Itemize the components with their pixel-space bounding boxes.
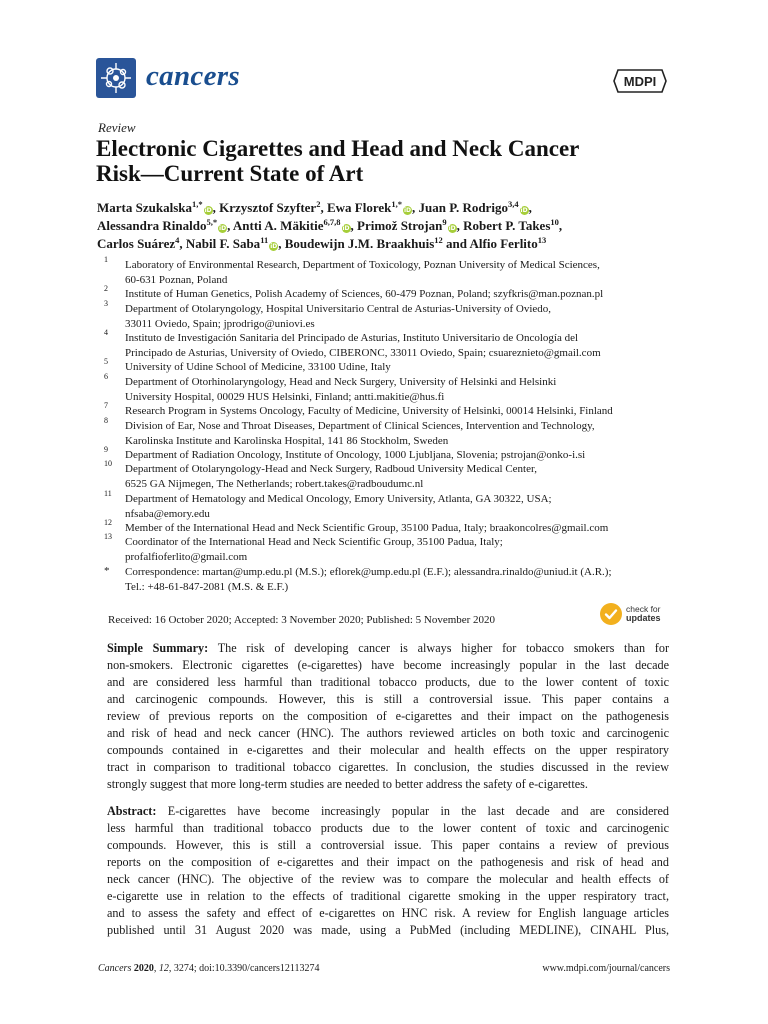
- paragraph-line: [107, 922, 669, 939]
- paragraph-text: less harmful than traditional tobacco products due to the lower content of toxic and carcinogenic: [107, 821, 669, 835]
- simple-summary-label: Simple Summary:: [107, 641, 209, 655]
- author-affiliation-marker: 2: [316, 199, 321, 209]
- publisher-name: MDPI: [623, 74, 657, 89]
- author-name[interactable]: Boudewijn J.M. Braakhuis: [284, 236, 435, 251]
- paragraph-text: and to assess the safety and effect of e-cigarettes on HNC risk. A review for English language articles: [107, 906, 669, 920]
- paragraph-line: [107, 820, 669, 837]
- affiliation-number: 2: [104, 284, 108, 294]
- orcid-icon[interactable]: iD: [448, 225, 456, 232]
- author-affiliation-marker: 12: [434, 235, 443, 245]
- affiliation-number: 3: [104, 298, 108, 308]
- paragraph-text: The risk of developing cancer is always higher for tobacco smokers than for: [217, 641, 670, 655]
- paragraph-line: [107, 725, 669, 742]
- author-separator: ,: [278, 236, 285, 251]
- paragraph-text: strongly suggest that more long-term studies are needed to better address the safety of e-cigarettes.: [107, 777, 588, 791]
- paragraph-text: review of previous reports on the composition of e-cigarettes and their impact on the pathogenesis: [107, 709, 669, 723]
- paragraph-line: [107, 854, 669, 871]
- affiliation-text: University of Udine School of Medicine, 33100 Udine, Italy: [125, 361, 391, 374]
- author-affiliation-marker: 1,*: [191, 199, 203, 209]
- title-line: Risk—Current State of Art: [96, 161, 364, 186]
- affiliation-text: Research Program in Systems Oncology, Faculty of Medicine, University of Helsinki, 00014 Helsinki, Finland: [125, 405, 613, 417]
- author-separator: ,: [558, 218, 563, 233]
- paragraph-line: [107, 708, 669, 725]
- author-name[interactable]: Carlos Suárez: [97, 236, 176, 251]
- affiliation-text: University Hospital, 00029 HUS Helsinki, Finland; antti.makitie@hus.fi: [125, 390, 445, 403]
- author-name[interactable]: Nabil F. Saba: [185, 236, 261, 251]
- affiliation-number: 12: [104, 517, 112, 527]
- paragraph-text: e-cigarette use in relation to the effects of traditional cigarette smoking in the upper respiratory tract,: [107, 889, 669, 903]
- paragraph-text: E-cigarettes have become increasingly popular in the last decade and are considered: [167, 804, 669, 818]
- affiliation-text: Department of Otolaryngology-Head and Neck Surgery, Radboud University Medical Center,: [125, 463, 537, 476]
- journal-name: cancers: [146, 60, 240, 92]
- author-affiliation-marker: 13: [537, 235, 547, 245]
- paragraph-text: and carcinogenic compounds. However, this is still a controversial issue. This paper contains a: [107, 692, 669, 706]
- author-name[interactable]: Ewa Florek: [326, 200, 392, 215]
- affiliation-number: 8: [104, 415, 108, 425]
- check-for-updates-badge[interactable]: [600, 603, 680, 627]
- paragraph-line: [107, 871, 669, 888]
- abstract: [107, 803, 669, 939]
- affiliation-text: 60-631 Poznan, Poland: [125, 274, 228, 286]
- author-affiliation-marker: 3,4: [507, 199, 519, 209]
- paragraph-line: [107, 674, 669, 691]
- author-affiliation-marker: 11: [260, 235, 269, 245]
- author-name[interactable]: Primož Strojan: [357, 218, 443, 233]
- author-separator: ,: [227, 218, 233, 233]
- author-name[interactable]: Krzysztof Szyfter: [219, 200, 317, 215]
- paragraph-text: reports on the composition of e-cigarettes and their impact on the pathogenesis and risk of head and: [107, 855, 669, 869]
- author-affiliation-marker: 10: [550, 217, 559, 227]
- affiliation-number: *: [104, 564, 110, 577]
- article-title: [96, 136, 676, 186]
- publisher-logo: [612, 66, 668, 96]
- paragraph-text: non-smokers. Electronic cigarettes (e-cigarettes) have become increasingly popular in the last decade: [107, 658, 669, 672]
- author-separator: ,: [411, 200, 419, 215]
- title-line: Electronic Cigarettes and Head and Neck Cancer: [96, 136, 580, 161]
- publication-dates: Received: 16 October 2020; Accepted: 3 November 2020; Published: 5 November 2020: [108, 614, 496, 626]
- author-name[interactable]: Antti A. Mäkitie: [232, 218, 324, 233]
- paragraph-text: neck cancer (HNC). The objective of the review was to compare the molecular and health effects of: [107, 872, 669, 886]
- affiliation-number: 7: [104, 401, 108, 410]
- paragraph-line: [107, 776, 669, 793]
- affiliation-text: Karolinska Institute and Karolinska Hospital, 141 86 Stockholm, Sweden: [125, 434, 449, 447]
- paragraph-line: [107, 803, 669, 820]
- paragraph-text: and risk of head and neck cancer (HNC). The authors reviewed articles on both toxic and carcinogenic: [107, 726, 669, 740]
- affiliation-number: 13: [104, 532, 112, 542]
- author-name[interactable]: Marta Szukalska: [97, 200, 192, 215]
- paragraph-line: [107, 837, 669, 854]
- paragraph-line: [107, 905, 669, 922]
- author-line: [97, 235, 687, 253]
- affiliation-number: 1: [104, 255, 108, 264]
- affiliation-text: Department of Radiation Oncology, Institute of Oncology, 1000 Ljubljana, Slovenia; pstrojan@onko-i.si: [125, 448, 586, 461]
- article-type: Review: [98, 120, 136, 135]
- checkmark-icon: [600, 603, 622, 625]
- author-name[interactable]: Alfio Ferlito: [469, 236, 538, 251]
- author-affiliation-marker: 4: [175, 235, 180, 245]
- affiliation-text: Institute of Human Genetics, Polish Academy of Sciences, 60-479 Poznan, Poland; szyfkris@man.poznan.pl: [125, 288, 604, 301]
- footer-year: 2020: [133, 963, 154, 974]
- author-list: [97, 199, 687, 253]
- simple-summary: [107, 640, 669, 793]
- author-affiliation-marker: 1,*: [391, 199, 402, 209]
- affiliation-text: 6525 GA Nijmegen, The Netherlands; robert.takes@radboudumc.nl: [125, 478, 424, 491]
- affiliation-text: Department of Otolaryngology, Hospital Universitario Central de Asturias-University of Oviedo,: [125, 302, 552, 315]
- author-separator: ,: [350, 218, 358, 233]
- author-name[interactable]: Alessandra Rinaldo: [97, 218, 207, 233]
- affiliation-text: profalfioferlito@gmail.com: [125, 551, 248, 564]
- paragraph-line: [107, 759, 669, 776]
- affiliation-text: Department of Hematology and Medical Oncology, Emory University, Atlanta, GA 30322, USA;: [125, 492, 552, 505]
- affiliation-text: Department of Otorhinolaryngology, Head and Neck Surgery, University of Helsinki and Helsinki: [125, 375, 557, 388]
- citation-footer: Cancers 2020, 12, 3274; doi:10.3390/cancers12113274: [98, 963, 320, 974]
- author-separator: and: [442, 236, 470, 251]
- author-separator: ,: [179, 236, 186, 251]
- footer-journal: Cancers: [98, 963, 132, 974]
- affiliation-text: Laboratory of Environmental Research, Department of Toxicology, Poznan University of Medical Sciences,: [125, 259, 600, 271]
- affiliation-text: nfsaba@emory.edu: [125, 507, 210, 520]
- author-separator: ,: [320, 200, 327, 215]
- orcid-icon[interactable]: iD: [520, 207, 528, 214]
- paragraph-text: tract in comparison to traditional tobacco cigarettes. In conclusion, the studies discussed in the review: [107, 760, 669, 774]
- check-updates-line2: updates: [626, 613, 661, 623]
- affiliation-text: 33011 Oviedo, Spain; jprodrigo@uniovi.es: [125, 317, 315, 330]
- author-affiliation-marker: 9: [442, 217, 447, 227]
- paragraph-text: and are considered less harmful than traditional tobacco products, due to the lower content of toxic: [107, 675, 669, 689]
- author-name[interactable]: Robert P. Takes: [463, 218, 551, 233]
- affiliation-text: Division of Ear, Nose and Throat Diseases, Department of Clinical Sciences, Intervention and Technology,: [125, 419, 595, 432]
- affiliation-text: Member of the International Head and Neck Scientific Group, 35100 Padua, Italy; braakoncolres@gmail.com: [125, 521, 609, 534]
- orcid-icon[interactable]: iD: [270, 243, 278, 250]
- abstract-label: Abstract:: [107, 804, 157, 818]
- author-separator: ,: [528, 200, 532, 215]
- affiliation-number: 6: [104, 371, 108, 381]
- paragraph-line: [107, 742, 669, 759]
- orcid-icon[interactable]: iD: [204, 207, 212, 214]
- orcid-icon[interactable]: iD: [403, 207, 411, 214]
- footer-volume: 12: [158, 963, 169, 974]
- paragraph-line: [107, 888, 669, 905]
- journal-logo: [96, 58, 136, 98]
- affiliation-number: 9: [104, 444, 108, 454]
- author-affiliation-marker: 6,7,8: [323, 217, 341, 227]
- check-updates-line1: check for: [626, 604, 661, 614]
- paragraph-text: compounds contained in e-cigarettes and their molecular and health effects on the upper respiratory: [107, 743, 669, 757]
- affiliation-text: Coordinator of the International Head and Neck Scientific Group, 35100 Padua, Italy;: [125, 536, 503, 549]
- affiliation-number: 11: [104, 488, 112, 498]
- author-affiliation-marker: 5,*: [206, 217, 218, 227]
- affiliation-text: Tel.: +48-61-847-2081 (M.S. & E.F.): [125, 580, 289, 593]
- author-name[interactable]: Juan P. Rodrigo: [418, 200, 508, 215]
- author-separator: ,: [456, 218, 464, 233]
- author-line: [97, 217, 687, 235]
- orcid-icon[interactable]: iD: [219, 225, 227, 232]
- affiliation-text: Correspondence: martan@ump.edu.pl (M.S.); eflorek@ump.edu.pl (E.F.); alessandra.rinaldo@uniud.it (A.R.);: [125, 565, 612, 578]
- journal-url[interactable]: www.mdpi.com/journal/cancers: [542, 963, 670, 974]
- paragraph-line: [107, 691, 669, 708]
- author-line: [97, 199, 687, 217]
- affiliation-number: 4: [104, 328, 108, 337]
- affiliation-number: 5: [104, 357, 108, 367]
- author-separator: ,: [212, 200, 220, 215]
- paragraph-text: published until 31 August 2020 was made, using a PubMed (including MEDLINE), CINAHL Plus,: [107, 923, 669, 937]
- affiliation-text: Instituto de Investigación Sanitaria del Principado de Asturias, Instituto Universitario de Oncología del: [125, 332, 579, 344]
- paragraph-line: [107, 657, 669, 674]
- affiliation-text: Principado de Asturias, University of Oviedo, CIBERONC, 33011 Oviedo, Spain; csuareznieto@gmail.com: [125, 347, 601, 359]
- footer-citation: , 3274; doi:10.3390/cancers12113274: [168, 963, 320, 974]
- paragraph-text: compounds. However, this is still a controversial issue. This paper contains a review of previous: [107, 838, 669, 852]
- orcid-icon[interactable]: iD: [342, 225, 350, 232]
- paragraph-line: [107, 640, 669, 657]
- affiliation-number: 10: [104, 459, 112, 469]
